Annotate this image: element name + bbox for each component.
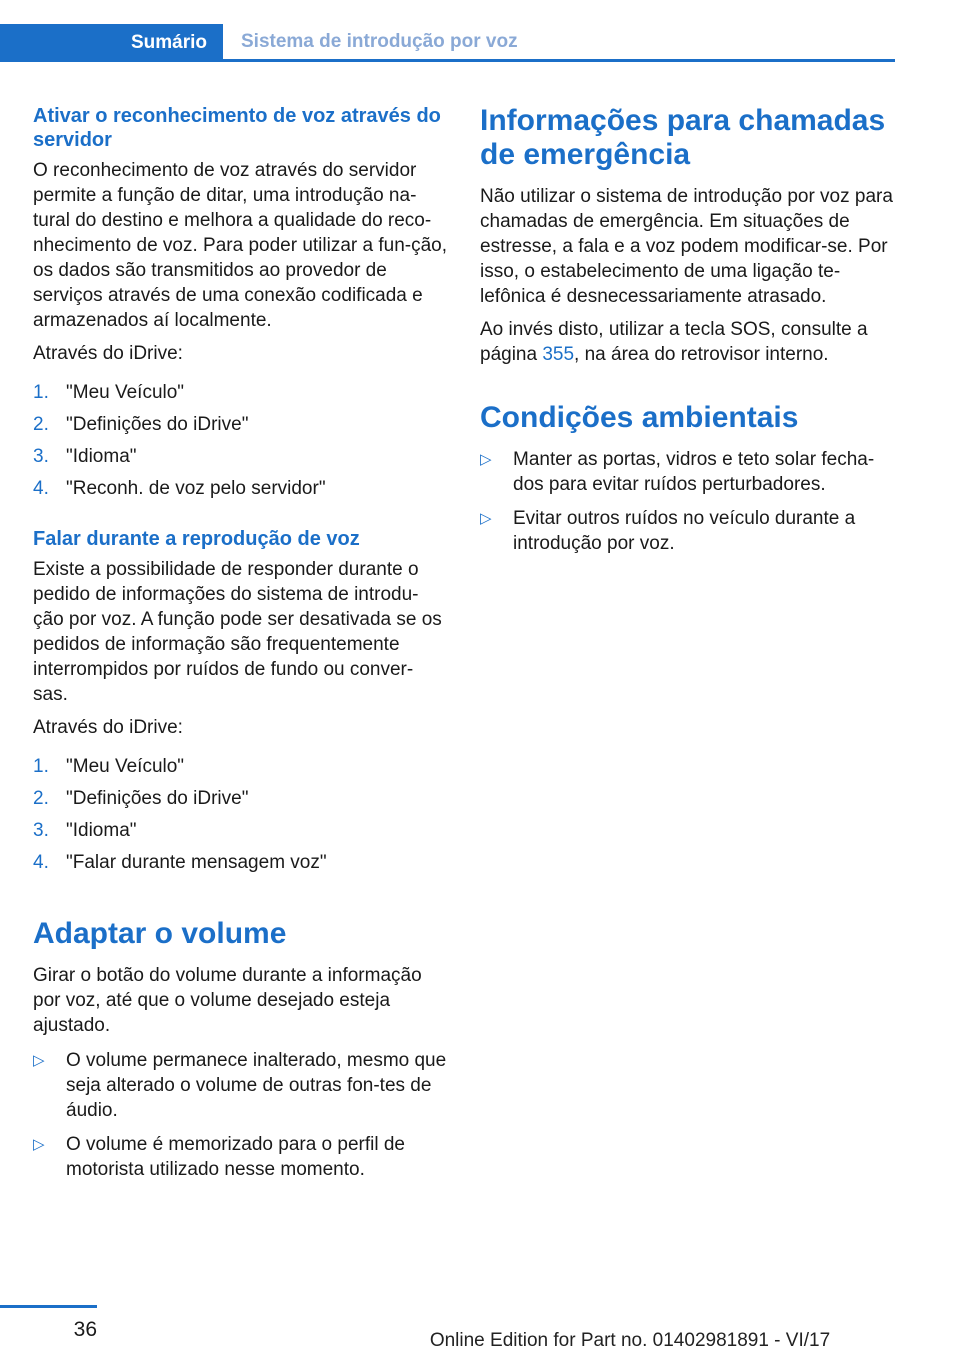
server-recognition-text: O reconhecimento de voz através do servidor permite a função de ditar, uma introdução na‐tural do destino e melhora a qualidade do reco‐nhecimento de voz. Para poder utilizar a fun‐ção, os dados são transmitidos ao provedor de serviços através de uma conexão codificada e armazenados aí localmente.: [33, 160, 448, 331]
triangle-bullet-icon: ▷: [33, 1136, 45, 1153]
triangle-bullet-icon: ▷: [480, 510, 492, 527]
edition-note: Online Edition for Part no. 01402981891 - VI/17: [429, 1330, 831, 1351]
via-idrive-label: Através do iDrive:: [33, 717, 183, 738]
list-item: 1. "Meu Veículo": [33, 382, 185, 403]
server-recognition-heading: Ativar o reconhecimento de voz através do servidor: [33, 105, 441, 151]
volume-bullet-list: [33, 1048, 448, 1182]
via-idrive-label: Através do iDrive:: [33, 343, 183, 364]
speak-during-playback-heading: Falar durante a reprodução de voz: [33, 528, 360, 550]
tab-chapter[interactable]: Sistema de introdução por voz: [223, 24, 895, 62]
emergency-calls-text: Não utilizar o sistema de introdução por voz para chamadas de emergência. Em situações de estresse, a fala e a voz podem modificar-se. Por isso, o estabelecimento de uma ligação te‐lefônica é desnecessariamente atrasado.: [480, 186, 893, 307]
triangle-bullet-icon: ▷: [480, 451, 492, 468]
right-column: [480, 104, 895, 565]
list-item: ▷ Manter as portas, vidros e teto solar fecha‐dos para evitar ruídos perturbadores.: [480, 449, 875, 495]
emergency-calls-heading: Informações para chamadas de emergência: [480, 104, 886, 171]
list-item: ▷ O volume é memorizado para o perfil de motorista utilizado nesse momento.: [33, 1134, 405, 1180]
list-item: 2. "Definições do iDrive": [33, 414, 249, 435]
list-item: ▷ O volume permanece inalterado, mesmo que seja alterado o volume de outras fon‐tes de áudio.: [33, 1050, 447, 1121]
environment-conditions-heading: Condições ambientais: [480, 401, 799, 434]
list-item: 3. "Idioma": [33, 820, 137, 841]
list-item: 4. "Reconh. de voz pelo servidor": [33, 478, 326, 499]
idrive-steps-list: [33, 754, 448, 875]
left-column: [33, 104, 448, 1191]
adjust-volume-heading: Adaptar o volume: [33, 917, 287, 950]
speak-during-playback-text: Existe a possibilidade de responder durante o pedido de informações do sistema de introdu‐ção por voz. A função pode ser desativada se os pedidos de informação são frequentemente interrompidos por ruídos de fundo ou conver‐sas.: [33, 559, 442, 705]
triangle-bullet-icon: ▷: [33, 1052, 45, 1069]
environment-bullet-list: [480, 447, 895, 556]
tab-summary[interactable]: Sumário: [0, 24, 223, 62]
list-item: 3. "Idioma": [33, 446, 137, 467]
sos-text: Ao invés disto, utilizar a tecla SOS, consulte a página 355, na área do retrovisor interno.: [480, 319, 868, 365]
list-item: 1. "Meu Veículo": [33, 756, 185, 777]
list-item: ▷ Evitar outros ruídos no veículo durante a introdução por voz.: [480, 508, 856, 554]
list-item: 4. "Falar durante mensagem voz": [33, 852, 327, 873]
page-link[interactable]: 355: [542, 344, 575, 365]
adjust-volume-text: Girar o botão do volume durante a informação por voz, até que o volume desejado esteja ajustado.: [33, 965, 422, 1036]
page-header: [0, 24, 895, 62]
idrive-steps-list: [33, 380, 448, 501]
footer-divider: [0, 1305, 97, 1308]
page-number: 36: [73, 1318, 97, 1341]
list-item: 2. "Definições do iDrive": [33, 788, 249, 809]
